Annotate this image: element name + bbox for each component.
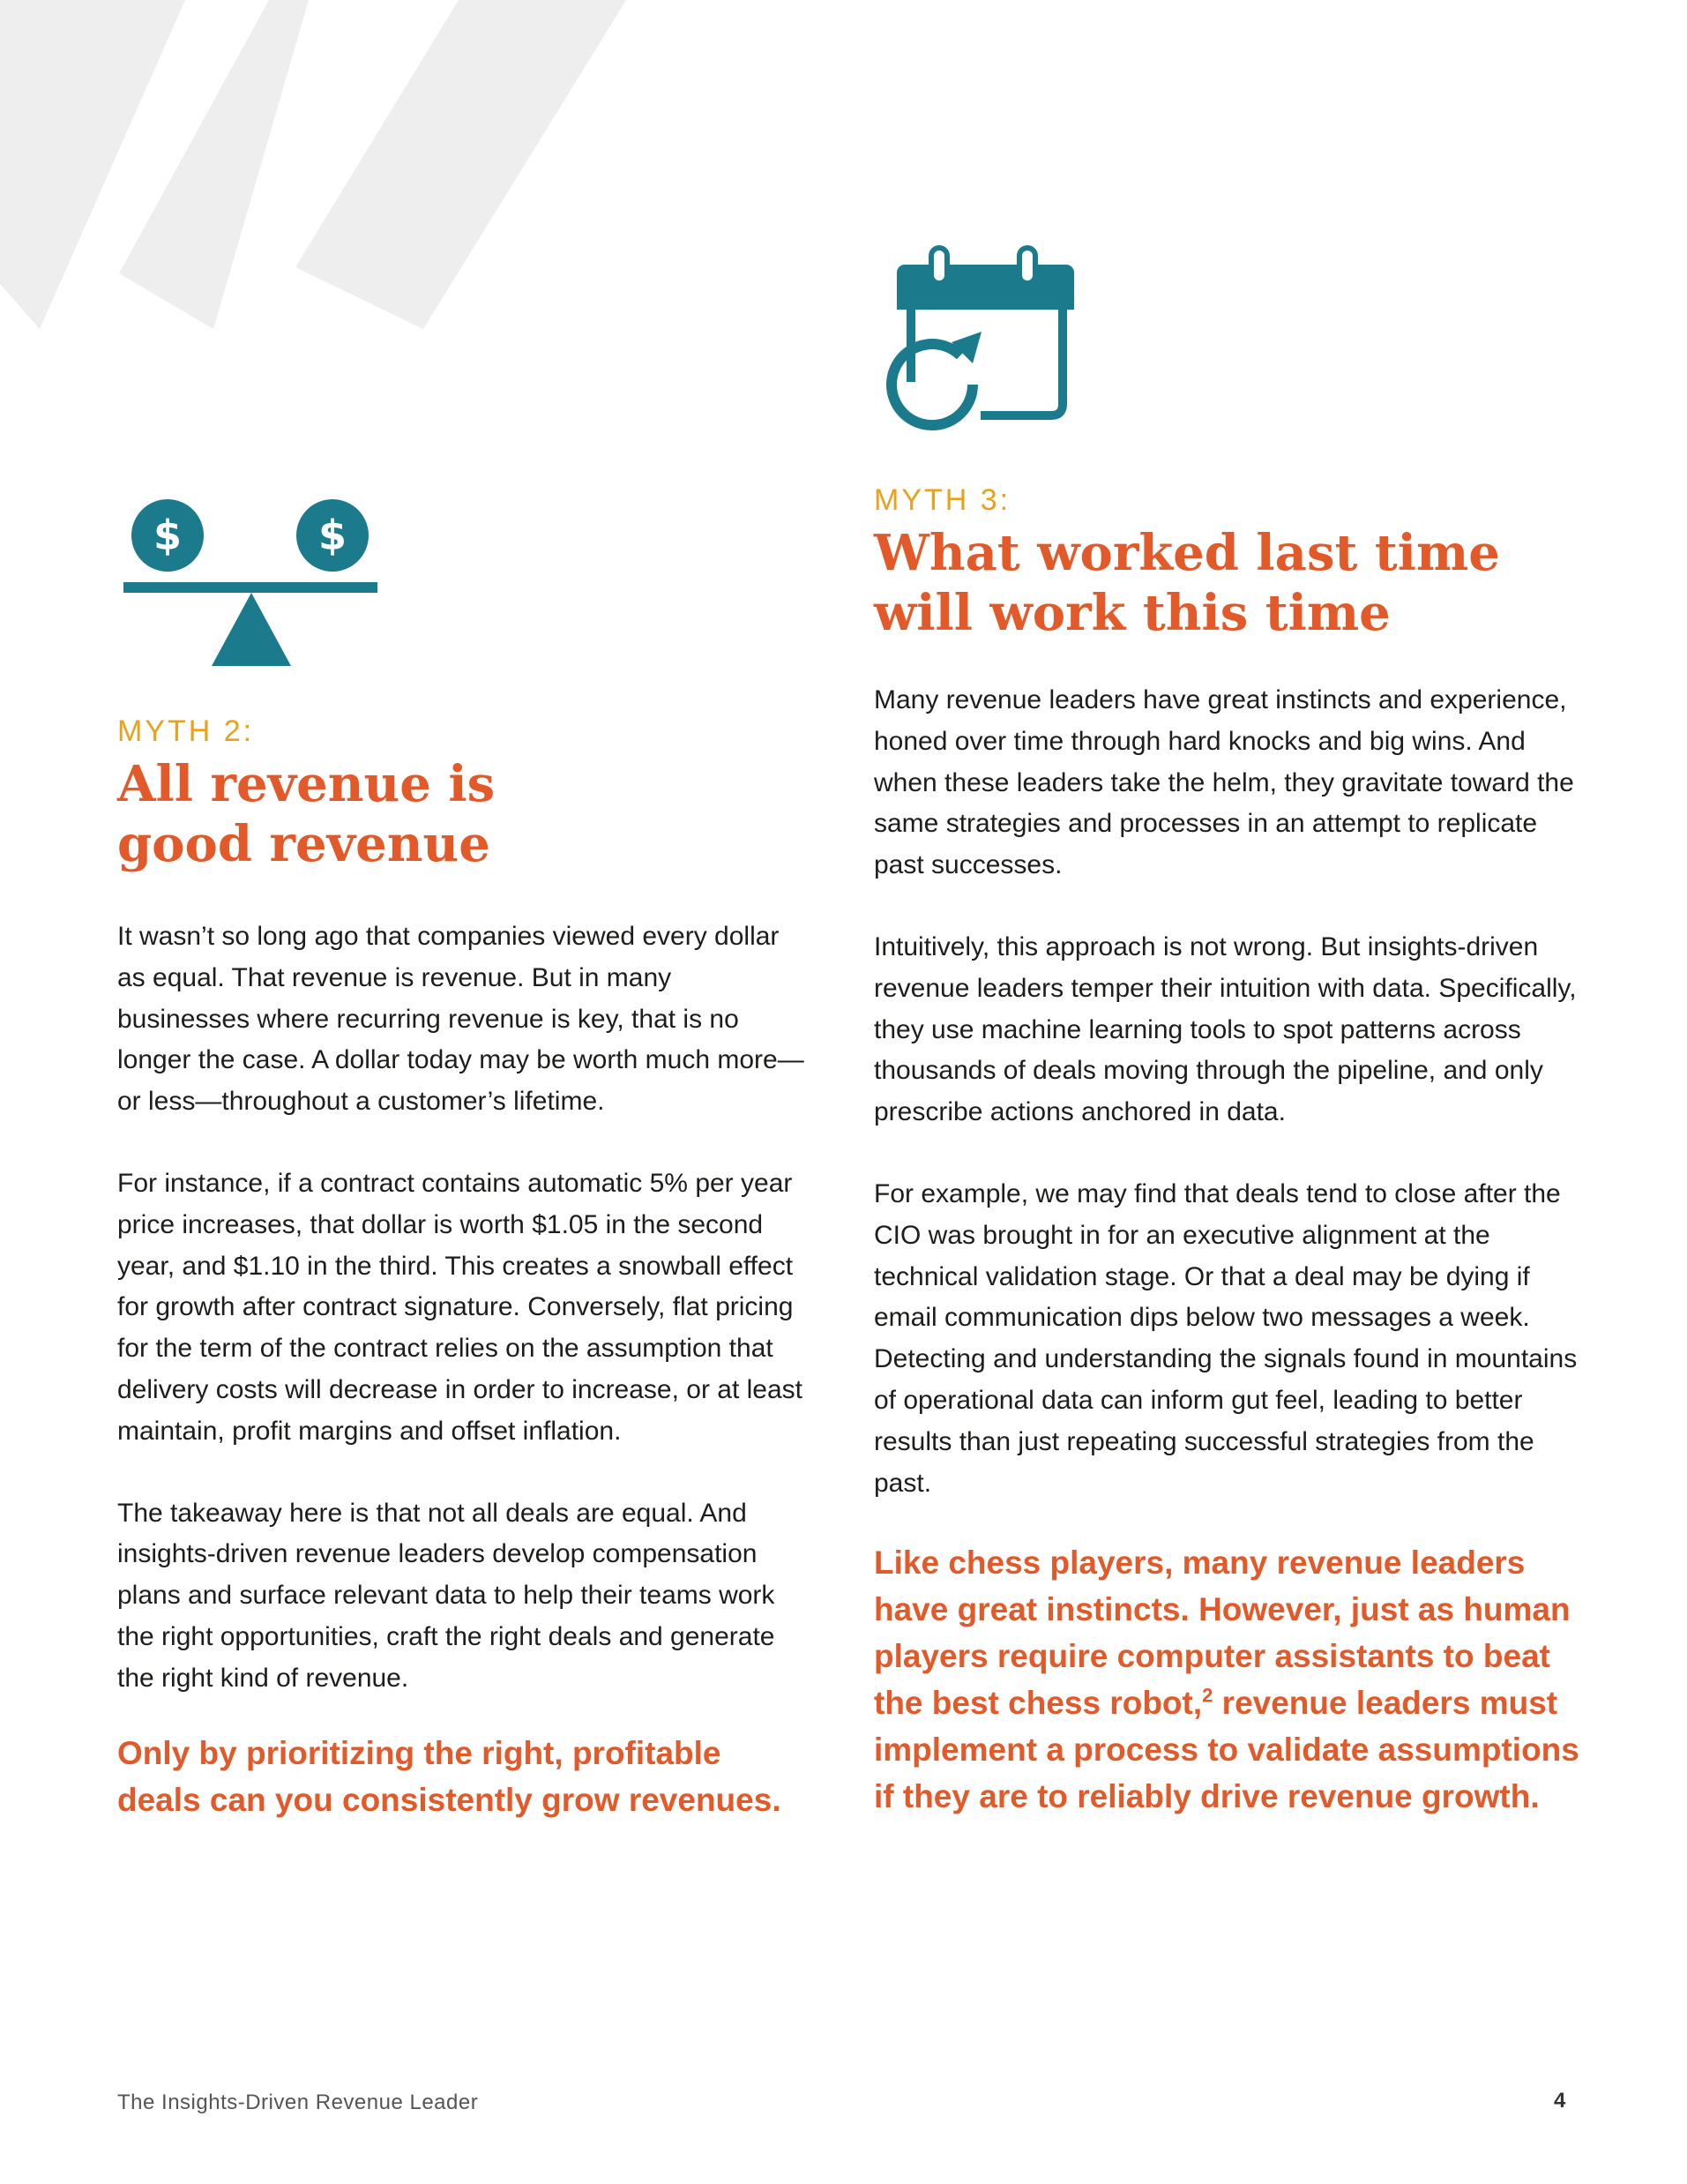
myth-3-title-line-1: What worked last time <box>874 524 1500 582</box>
myth-3-section <box>874 483 1579 1820</box>
myth-3-title <box>874 523 1579 643</box>
myth-3-label: MYTH 3: <box>874 483 1011 517</box>
myth-2-title-line-1: All revenue is <box>117 755 496 813</box>
myth-3-title-line-2: will work this time <box>874 584 1391 642</box>
calendar-refresh-icon <box>877 245 1089 448</box>
footer-document-title: The Insights-Driven Revenue Leader <box>117 2091 479 2114</box>
myth-2-paragraph: The takeaway here is that not all deals are equal. And insights-driven revenue leaders develop compensation plans and surface relevant data to help their teams work the right opportunities, craft the right deals and generate the right kind of revenue. <box>117 1498 775 1693</box>
myth-2-paragraph: For instance, if a contract contains automatic 5% per year price increases, that dollar is worth $1.05 in the second year, and $1.10 in the third. This creates a snowball effect for growth after contract signature. Conversely, flat pricing for the term of the contract relies on the assumption that delivery costs will decrease in order to increase, or at least maintain, profit margins and offset inflation. <box>117 1168 803 1446</box>
myth-3-paragraph: For example, we may find that deals tend to close after the CIO was brought in for an executive alignment at the technical validation stage. Or that a deal may be dying if email communication dips below two messages a week. Detecting and understanding the signals found in mountains of operational data can inform gut feel, leading to better results than just repeating successful strategies from the past. <box>874 1178 1578 1498</box>
myth-3-paragraph: Intuitively, this approach is not wrong. But insights-driven revenue leaders temper their intuition with data. Specifically, they use machine learning tools to spot patterns across thousands of deals moving through the pipeline, and only prescribe actions anchored in data. <box>874 931 1577 1127</box>
myth-2-section <box>117 714 805 1823</box>
balance-scale-dollar-icon <box>123 498 388 670</box>
myth-2-title <box>117 754 805 874</box>
decorative-stripes <box>0 0 635 335</box>
myth-2-callout: Only by prioritizing the right, profitable deals can you consistently grow revenues. <box>117 1734 781 1818</box>
svg-text:$: $ <box>153 512 183 559</box>
myth-2-paragraph: It wasn’t so long ago that companies viewed every dollar as equal. That revenue is revenue. But in many businesses where recurring revenue is key, that is no longer the case. A dollar today may be worth much more—or less—throughout a customer’s lifetime. <box>117 922 804 1117</box>
myth-3-callout <box>874 1539 1579 1820</box>
myth-2-title-line-2: good revenue <box>117 815 490 873</box>
footnote-marker: 2 <box>1202 1685 1213 1708</box>
myth-3-callout-text-end: revenue leaders must implement a process to validate assumptions if they are to reliably drive revenue growth. <box>874 1685 1579 1815</box>
myth-2-label: MYTH 2: <box>117 714 255 748</box>
svg-text:$: $ <box>317 512 347 559</box>
page-number: 4 <box>1554 2089 1566 2113</box>
myth-3-paragraph: Many revenue leaders have great instincts and experience, honed over time through hard knocks and big wins. And when these leaders take the helm, they gravitate toward the same strategies and processes in an attempt to replicate past successes. <box>874 685 1574 880</box>
myth-3-callout-text: Like chess players, many revenue leaders have great instincts. However, just as human players require computer assistants to beat the best chess robot, <box>874 1545 1571 1722</box>
